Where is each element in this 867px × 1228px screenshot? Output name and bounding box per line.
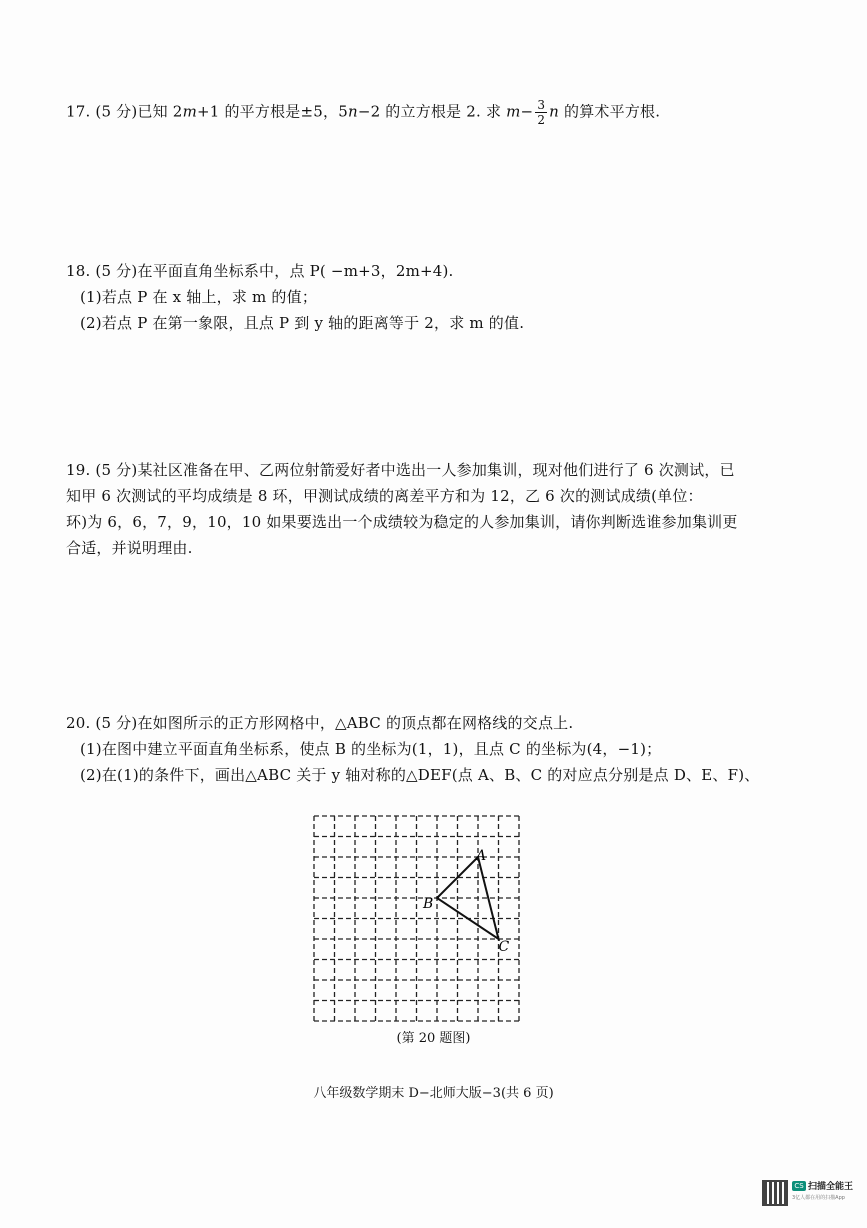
vertex-label-a: A bbox=[476, 848, 487, 864]
question-20-grid-figure bbox=[300, 808, 530, 1028]
fraction-3-2: $\frac{3}{2}$ bbox=[537, 98, 546, 127]
qr-code-icon bbox=[762, 1180, 788, 1206]
page-footer: 八年级数学期末 D−北师大版−3(共 6 页) bbox=[313, 1086, 554, 1101]
question-20-stem: 20. (5 分)在如图所示的正方形网格中，△ABC 的顶点都在网格线的交点上. bbox=[66, 714, 574, 732]
question-20 bbox=[66, 710, 797, 788]
question-18-part-2: (2)若点 P 在第一象限，且点 P 到 y 轴的距离等于 2，求 m 的值. bbox=[80, 314, 525, 332]
question-19 bbox=[66, 457, 797, 561]
figure-caption: (第 20 题图) bbox=[396, 1031, 471, 1046]
vertex-label-c: C bbox=[498, 939, 510, 955]
question-17-text: 17. (5 分)已知 2m+1 的平方根是±5，5n−2 的立方根是 2. 求 m− $\frac{3}{2}$ n 的算术平方根. bbox=[66, 98, 661, 127]
question-17 bbox=[66, 98, 797, 127]
question-20-part-2: (2)在(1)的条件下，画出△ABC 关于 y 轴对称的△DEF(点 A、B、C 的对应点分别是点 D、E、F)、 bbox=[80, 766, 760, 784]
question-20-part-1: (1)在图中建立平面直角坐标系，使点 B 的坐标为(1，1)，且点 C 的坐标为(4，−1)； bbox=[80, 740, 662, 758]
question-18-part-1: (1)若点 P 在 x 轴上，求 m 的值； bbox=[80, 288, 318, 306]
question-18 bbox=[66, 258, 797, 336]
cs-logo-icon: CS bbox=[792, 1181, 806, 1191]
scanner-watermark bbox=[762, 1178, 857, 1218]
watermark-tagline: 3亿人都在用的扫描App bbox=[792, 1195, 845, 1201]
question-19-line-1: 19. (5 分)某社区准备在甲、乙两位射箭爱好者中选出一人参加集训，现对他们进行了 6 次测试，已 bbox=[66, 461, 735, 479]
question-19-line-3: 环)为 6，6，7，9，10，10 如果要选出一个成绩较为稳定的人参加集训，请你判断选谁参加集训更 bbox=[66, 513, 738, 531]
question-19-line-2: 知甲 6 次测试的平均成绩是 8 环，甲测试成绩的离差平方和为 12，乙 6 次的测试成绩(单位： bbox=[66, 487, 703, 505]
question-19-line-4: 合适，并说明理由. bbox=[66, 539, 193, 557]
dashed-grid bbox=[314, 816, 519, 1021]
vertex-label-b: B bbox=[423, 896, 434, 912]
question-18-stem: 18. (5 分)在平面直角坐标系中，点 P( −m+3，2m+4). bbox=[66, 262, 454, 280]
watermark-brand: 扫描全能王 bbox=[808, 1182, 854, 1192]
